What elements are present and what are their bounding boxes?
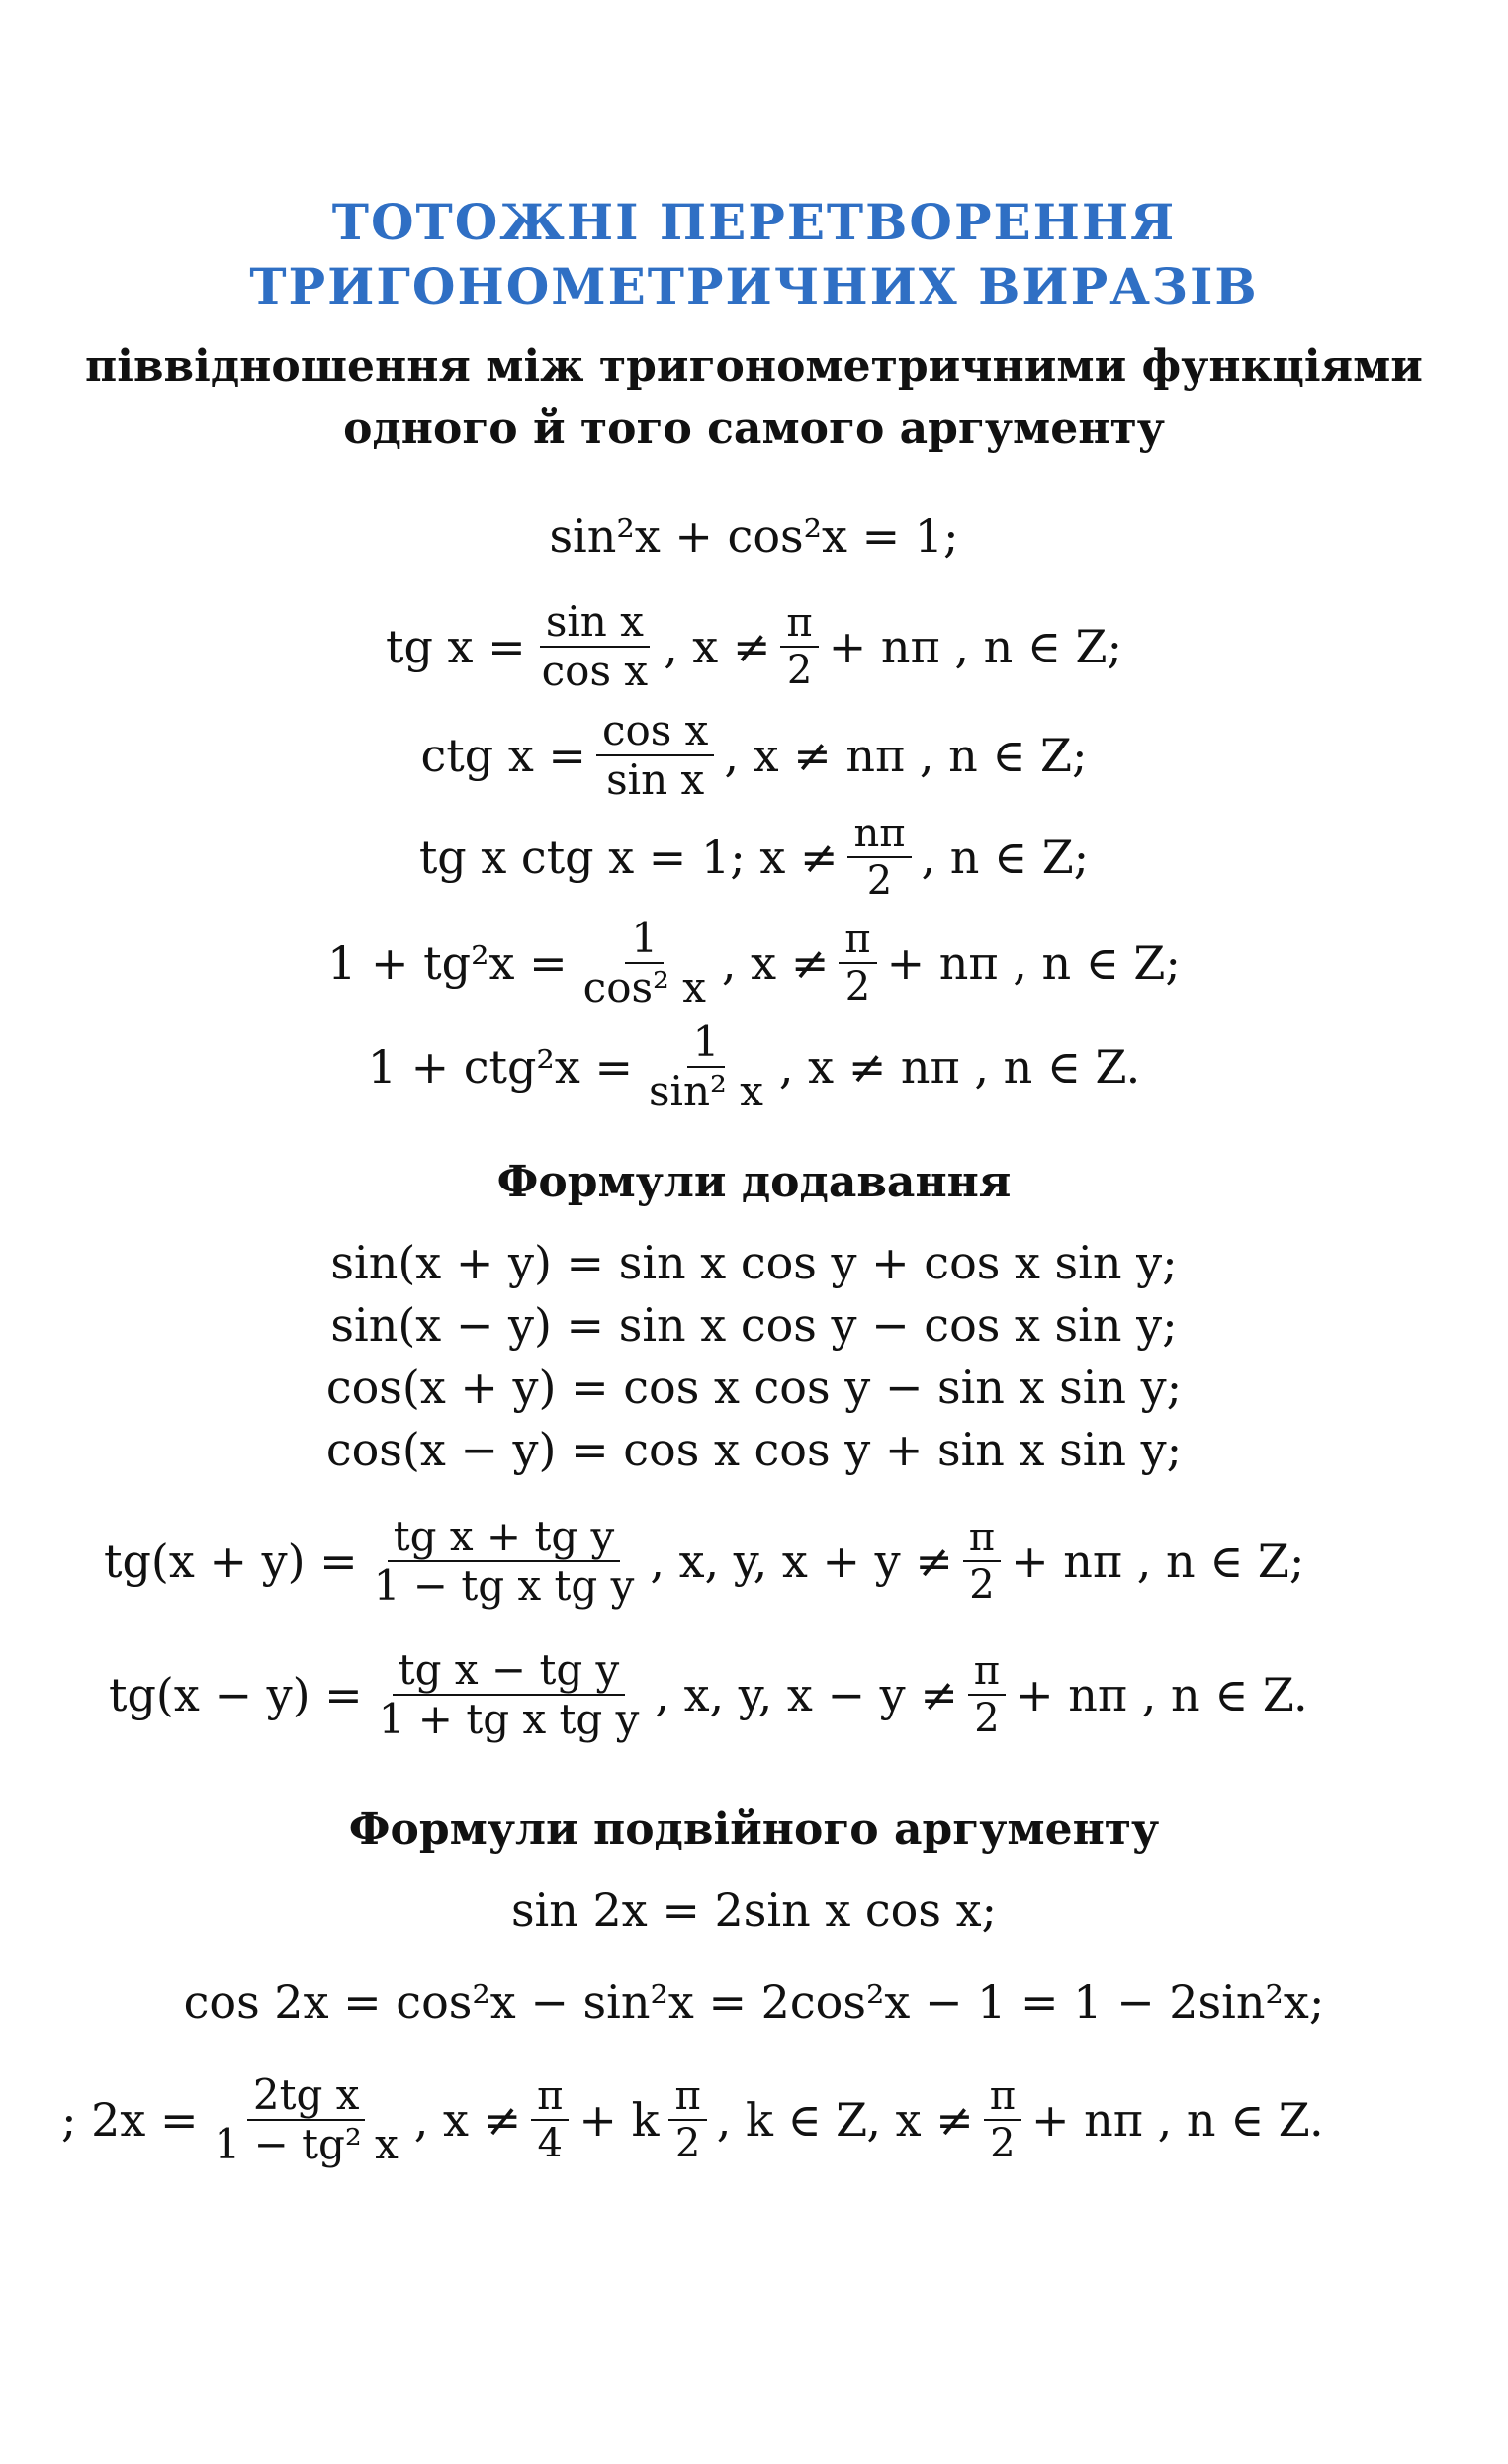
tg2-c1-fraction: [531, 2073, 569, 2166]
f2-mid: , x ≠: [664, 620, 771, 674]
title-line-2: ТРИГОНОМЕТРИЧНИХ ВИРАЗІВ: [249, 257, 1259, 315]
f3-lhs: ctg x =: [420, 729, 586, 783]
f4-lhs: tg x ctg x = 1; x ≠: [418, 831, 839, 884]
tg-diff-rest: + nπ , n ∈ Z.: [1016, 1668, 1308, 1722]
f6-num: 1: [687, 1018, 726, 1068]
formula-tg2x: [61, 2071, 1485, 2169]
f5-den: cos² x: [582, 963, 706, 1012]
formula-tg-diff: [109, 1646, 1493, 1744]
tg2-plusk: + k: [578, 2093, 660, 2148]
formula-sin2x: sin 2x = 2sin x cos x;: [510, 1884, 998, 1937]
title-line-1: ТОТОЖНІ ПЕРЕТВОРЕННЯ: [331, 193, 1177, 251]
formula-one-plus-ctg2: [0, 1018, 1508, 1116]
tg-sum-mid: , x, y, x + y ≠: [650, 1535, 953, 1589]
heading-addition: Формули додавання: [496, 1157, 1012, 1207]
tg-sum-rest: + nπ , n ∈ Z;: [1011, 1535, 1305, 1589]
tg2-c1num: π: [531, 2073, 569, 2121]
f4-fraction: [847, 811, 911, 904]
tg-diff-lhs: tg(x − y) =: [109, 1668, 363, 1722]
tg2-lhs: ; 2x =: [61, 2093, 199, 2148]
formula-one-plus-tg2: [0, 915, 1508, 1012]
tg-sum-cnum: π: [963, 1515, 1001, 1562]
tg-sum-cond-fraction: [963, 1515, 1001, 1608]
tg-sum-num: tg x + tg y: [388, 1513, 621, 1562]
f6-lhs: 1 + ctg²x =: [367, 1040, 633, 1095]
f4-den: 2: [866, 858, 893, 904]
tg-sum-lhs: tg(x + y) =: [104, 1535, 358, 1589]
f2-rest: + nπ , n ∈ Z;: [828, 620, 1122, 674]
tg2-c2-fraction: [668, 2073, 706, 2166]
tg2-c3num: π: [984, 2073, 1021, 2121]
f2-den: cos x: [541, 647, 649, 696]
f6-rest: , x ≠ nπ , n ∈ Z.: [778, 1040, 1141, 1095]
tg-sum-cden: 2: [969, 1562, 995, 1609]
f6-fraction: [643, 1018, 769, 1116]
formula-tg-ctg: [0, 811, 1508, 904]
tg-sum-fraction: [368, 1513, 641, 1611]
addition-line-2: sin(x − y) = sin x cos y − cos x sin y;: [330, 1298, 1178, 1352]
f4-rest: , n ∈ Z;: [921, 831, 1090, 884]
f5-cnum: π: [839, 917, 876, 964]
tg-sum-den: 1 − tg x tg y: [373, 1561, 635, 1611]
tg-diff-cnum: π: [968, 1648, 1006, 1696]
subtitle-line-2: одного й того самого аргументу: [343, 403, 1165, 454]
tg2-mid2: , k ∈ Z, x ≠: [716, 2093, 974, 2148]
tg2-c1den: 4: [537, 2121, 563, 2167]
tg-diff-cond-fraction: [968, 1648, 1006, 1741]
f5-cden: 2: [844, 964, 871, 1011]
formula-tg-def: [0, 598, 1508, 696]
f2-fraction: [536, 598, 654, 696]
tg2-rest: + nπ , n ∈ Z.: [1030, 2093, 1324, 2148]
f5-mid: , x ≠: [721, 936, 830, 991]
tg2-c2den: 2: [674, 2121, 701, 2167]
tg-diff-num: tg x − tg y: [393, 1646, 626, 1696]
f5-rest: + nπ , n ∈ Z;: [886, 936, 1181, 991]
f5-fraction: [577, 915, 712, 1012]
formula-tg-sum: [104, 1513, 1488, 1611]
addition-line-3: cos(x + y) = cos x cos y − sin x sin y;: [325, 1361, 1183, 1414]
f6-den: sin² x: [648, 1067, 763, 1116]
tg2-fraction: [209, 2071, 404, 2169]
heading-double: Формули подвійного аргументу: [348, 1804, 1160, 1855]
f2-cnum: π: [780, 600, 818, 648]
subtitle-line-1: піввідношення між тригонометричними функціями: [85, 341, 1423, 392]
addition-line-4: cos(x − y) = cos x cos y + sin x sin y;: [325, 1423, 1183, 1476]
tg2-num: 2tg x: [247, 2071, 366, 2121]
f3-num: cos x: [596, 707, 714, 756]
f5-cond-fraction: [839, 917, 876, 1010]
formula-cos2x: cos 2x = cos²x − sin²x = 2cos²x − 1 = 1 − 2sin²x;: [183, 1976, 1325, 2029]
tg-diff-den: 1 + tg x tg y: [378, 1695, 640, 1744]
tg2-c3-fraction: [984, 2073, 1021, 2166]
formula-pythagorean: sin²x + cos²x = 1;: [549, 509, 959, 563]
f2-lhs: tg x =: [385, 620, 526, 674]
addition-line-1: sin(x + y) = sin x cos y + cos x sin y;: [330, 1236, 1178, 1289]
f5-lhs: 1 + tg²x =: [327, 936, 568, 991]
f4-num: nπ: [847, 811, 911, 858]
f2-cden: 2: [786, 648, 813, 694]
tg-diff-mid: , x, y, x − y ≠: [655, 1668, 958, 1722]
tg-diff-cden: 2: [974, 1696, 1000, 1742]
tg2-den: 1 − tg² x: [214, 2120, 399, 2169]
tg-diff-fraction: [373, 1646, 646, 1744]
f3-den: sin x: [606, 755, 705, 805]
f3-fraction: [596, 707, 714, 805]
f2-cond-fraction: [780, 600, 818, 693]
f2-num: sin x: [540, 598, 650, 648]
tg2-c2num: π: [668, 2073, 706, 2121]
formula-ctg-def: [0, 707, 1508, 805]
f3-rest: , x ≠ nπ , n ∈ Z;: [724, 729, 1088, 783]
tg2-c3den: 2: [990, 2121, 1016, 2167]
f5-num: 1: [625, 915, 664, 964]
tg2-mid: , x ≠: [413, 2093, 522, 2148]
